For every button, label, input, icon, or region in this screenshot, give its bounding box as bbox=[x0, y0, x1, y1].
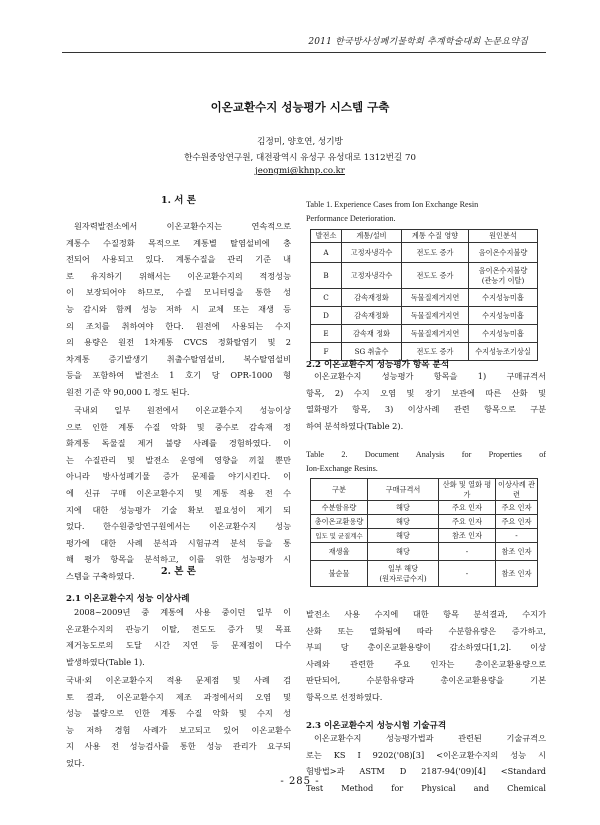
text-line: 발전소 사용 수지에 대한 항목 분석결과, 수지가 bbox=[306, 609, 546, 619]
table-row bbox=[311, 561, 538, 587]
text-line: 계통수 수질정화 목적으로 계통별 탈염설비에 충 bbox=[66, 237, 291, 248]
text-line: 차계통 증기발생기 취출수탈염설비, 복수탈염설비 bbox=[66, 353, 291, 364]
text-line: 산화 또는 열화됨에 따라 수분함유량은 증가하고, bbox=[306, 625, 546, 636]
table2-header: 산화 및 열화 평가 bbox=[439, 479, 496, 501]
text-line: 온교환수지의 관능기 이탈, 전도도 증가 및 목표 bbox=[66, 623, 291, 634]
text-line: 토 결과, 이온교환수지 제조 과정에서의 오염 및 bbox=[66, 691, 291, 702]
table-cell: 감속재정화 bbox=[342, 289, 402, 307]
text-line: 이온교환수지 성능평가 항목을 1) 구매규격서 bbox=[314, 371, 546, 381]
text-line: 지에 대한 성능평가 기술 확보 필요성이 제기 되 bbox=[66, 504, 291, 515]
table2-caption bbox=[306, 448, 546, 476]
text-line: 등을 포함하여 발전소 1 호기 당 OPR-1000 형 bbox=[66, 370, 291, 381]
table-cell: 수지성능미흡 bbox=[469, 307, 538, 325]
table-cell: 참조 인자 bbox=[496, 543, 538, 561]
table-cell: 불순물 bbox=[311, 561, 368, 587]
subsection-heading-2-3: 2.3 이온교환수지 성능시험 기술규격 bbox=[306, 721, 447, 731]
table-cell: - bbox=[496, 529, 538, 543]
table-cell: 수지성능조기상실 bbox=[469, 343, 538, 361]
table-row bbox=[311, 543, 538, 561]
section-heading-intro: 1. 서 론 bbox=[161, 195, 196, 206]
text-line: 었다. 한수원중앙연구원에서는 이온교환수지 성능 bbox=[66, 521, 291, 532]
text-line: 원자력발전소에서 이온교환수지는 연속적으로 bbox=[74, 221, 291, 231]
table-cell: 주요 인자 bbox=[496, 515, 538, 529]
text-line: 능 저하 경험 사례가 보고되고 있어 이온교환수 bbox=[66, 724, 291, 735]
text-line: 사례와 관련한 주요 인자는 총이온교환용량으로 bbox=[306, 658, 546, 669]
table-cell: 고정자냉각수 bbox=[342, 263, 402, 289]
table-cell: A bbox=[311, 243, 342, 263]
affiliation: 한수원중앙연구원, 대전광역시 유성구 유성대로 1312번길 70 bbox=[184, 153, 416, 163]
table-cell: 전도도 증가 bbox=[402, 263, 469, 289]
text-line: 의 조치를 취하여야 한다. 원전에 사용되는 수지 bbox=[66, 320, 291, 331]
text-line: 능 감시와 함께 성능 저하 시 교체 또는 재생 등 bbox=[66, 304, 291, 314]
text-line: 항목, 2) 수지 오염 및 장기 보관에 따른 산화 및 bbox=[306, 387, 546, 398]
table1 bbox=[310, 229, 538, 361]
table-cell: 참조 인자 bbox=[496, 561, 538, 587]
text-line: 에 신규 구매 이온교환수지 및 계통 적용 전 수 bbox=[66, 488, 291, 498]
table-cell-line: 일부 해당 bbox=[387, 563, 419, 573]
table1-caption-line: Performance Deterioration. bbox=[306, 214, 396, 223]
table-row bbox=[311, 515, 538, 529]
table-row bbox=[311, 325, 538, 343]
table2-header: 이상사례 관련 bbox=[496, 479, 538, 501]
left-column bbox=[66, 192, 291, 768]
table-row bbox=[311, 243, 538, 263]
table-cell: 수지성능미흡 bbox=[469, 289, 538, 307]
table-cell bbox=[368, 561, 439, 587]
table-cell: C bbox=[311, 289, 342, 307]
text-line: 2008~2009년 중 계통에 사용 중이던 일부 이 bbox=[74, 607, 291, 617]
text-line: Test Method for Physical and Chemical bbox=[306, 782, 546, 793]
text-line: 판단되어, 수분함유량과 총이온교환용량을 기본 bbox=[306, 675, 546, 686]
table-cell: 독물질제거지연 bbox=[402, 307, 469, 325]
text-line: 로는 KS I 9202('08)[3] <이온교환수지의 성능 시 bbox=[306, 749, 546, 760]
table-row bbox=[311, 289, 538, 307]
text-line: 화계통 독물질 제거 불량 사례를 경험하였다. 이 bbox=[66, 438, 291, 449]
text-line: 국내외 일부 원전에서 이온교환수지 성능이상 bbox=[74, 405, 291, 415]
text-line: 전되어 사용되고 있다. 계통수질을 관리 기준 내 bbox=[66, 254, 291, 265]
text-line: 는 수질관리 및 발전소 운영에 영향을 끼칠 뿐만 bbox=[66, 454, 291, 465]
page-number: - 285 - bbox=[280, 776, 320, 787]
table1-header: 원인분석 bbox=[469, 230, 538, 243]
table-cell: 고정자냉각수 bbox=[342, 243, 402, 263]
table-cell: 수분함유량 bbox=[311, 501, 368, 515]
table-cell: - bbox=[439, 561, 496, 587]
table-row bbox=[311, 307, 538, 325]
table-cell: 참조 인자 bbox=[439, 529, 496, 543]
table-cell: 총이온교환용량 bbox=[311, 515, 368, 529]
text-line: 항목으로 선정하였다. bbox=[306, 692, 383, 702]
text-line: 었다. bbox=[66, 758, 85, 768]
text-line: 평가에 대한 사례 분석과 시험규격 분석 등을 통 bbox=[66, 537, 291, 548]
table-cell-line: (원자로급수지) bbox=[379, 573, 427, 583]
table2-header: 구분 bbox=[311, 479, 368, 501]
table-cell: 주요 인자 bbox=[496, 501, 538, 515]
table-cell: 감속재 정화 bbox=[342, 325, 402, 343]
table-cell: 음이온수지불량 bbox=[469, 243, 538, 263]
text-line: 부피 당 총이온교환용량이 감소하였다[1,2]. 이상 bbox=[306, 642, 546, 653]
table-cell: 입도 및 균질계수 bbox=[311, 529, 368, 543]
text-line: 성능 불량으로 인한 계통 수질 악화 및 수지 성 bbox=[66, 708, 291, 719]
email-link[interactable]: jeongmi@khnp.co.kr bbox=[255, 166, 345, 176]
table-cell bbox=[469, 263, 538, 289]
text-line: 로 유지하기 위해서는 이온교환수지의 적정성능 bbox=[66, 270, 291, 281]
table-cell: - bbox=[439, 543, 496, 561]
table-cell: 주요 인자 bbox=[439, 515, 496, 529]
table1-header: 발전소 bbox=[311, 230, 342, 243]
text-line: 발생하였다(Table 1). bbox=[66, 656, 145, 667]
table-cell: 전도도 증가 bbox=[402, 343, 469, 361]
paper-title: 이온교환수지 성능평가 시스템 구축 bbox=[210, 100, 390, 114]
table-cell: D bbox=[311, 307, 342, 325]
table2 bbox=[310, 478, 538, 587]
table2-caption-line: Ion-Exchange Resins. bbox=[306, 464, 378, 473]
table-cell: 독물질제거지연 bbox=[402, 289, 469, 307]
table-cell: 해당 bbox=[368, 515, 439, 529]
table2-header: 구매규격서 bbox=[368, 479, 439, 501]
running-header: 2011 한국방사성폐기물학회 추계학술대회 논문요약집 bbox=[308, 37, 528, 47]
header-rule bbox=[62, 52, 546, 53]
table-cell-line: 음이온수지불량 bbox=[478, 265, 528, 275]
text-line: 이온교환수지 성능평가법과 관련된 기술규격으 bbox=[314, 733, 546, 743]
table-cell: 수지성능미흡 bbox=[469, 325, 538, 343]
text-line: 열화평가 항목, 3) 이상사례 관련 항목으로 구분 bbox=[306, 404, 546, 415]
table1-caption bbox=[306, 198, 546, 226]
text-line: 의 용량은 원전 1차계통 CVCS 정화탈염기 및 2 bbox=[66, 337, 291, 348]
text-line: 으로 인한 계통 수질 악화 및 중수로 감속재 정 bbox=[66, 421, 291, 432]
table-cell: 전도도 증가 bbox=[402, 243, 469, 263]
text-line: 원전 기준 약 90,000 L 정도 된다. bbox=[66, 387, 190, 397]
table-cell: 재생율 bbox=[311, 543, 368, 561]
table-cell: 주요 인자 bbox=[439, 501, 496, 515]
section-heading-main: 2. 본 론 bbox=[161, 566, 196, 577]
authors: 김정미, 양호연, 성기방 bbox=[257, 137, 343, 147]
table1-header: 계통/설비 bbox=[342, 230, 402, 243]
text-line: 제거농도로의 도달 시간 지연 등 문제점이 다수 bbox=[66, 640, 291, 651]
text-line: 아니라 방사성폐기물 증가 문제를 야기시킨다. 이 bbox=[66, 471, 291, 482]
subsection-heading-2-2: 2.2 이온교환수지 성능평가 항목 분석 bbox=[306, 360, 450, 370]
table-cell: 해당 bbox=[368, 543, 439, 561]
table-row bbox=[311, 529, 538, 543]
subsection-heading-2-1: 2.1 이온교환수지 성능 이상사례 bbox=[66, 594, 190, 604]
table1-header: 계통 수질 영향 bbox=[402, 230, 469, 243]
table-cell: 감속재정화 bbox=[342, 307, 402, 325]
text-line: 스템을 구축하였다. bbox=[66, 571, 135, 581]
table-cell: E bbox=[311, 325, 342, 343]
table-cell: SG 취출수 bbox=[342, 343, 402, 361]
text-line: 지 사용 전 성능검사를 통한 성능 관리가 요구되 bbox=[66, 741, 291, 752]
right-column bbox=[306, 192, 546, 793]
table-row bbox=[311, 263, 538, 289]
table1-caption-line: Table 1. Experience Cases from Ion Exchange Resin bbox=[306, 200, 479, 209]
text-line: 국내·외 이온교환수지 적용 문제점 및 사례 검 bbox=[66, 675, 291, 685]
text-line: 이 보장되어야 하므로, 수질 모니터링을 통한 성 bbox=[66, 287, 291, 298]
table2-caption-line: Table 2. Document Analysis for Properties of bbox=[306, 450, 546, 459]
text-line: 해 평가 항목을 분석하고, 이를 위한 성능평가 시 bbox=[66, 554, 291, 565]
table-cell-line: (관능기 이탈) bbox=[481, 275, 525, 285]
text-line: 하여 분석하였다(Table 2). bbox=[306, 420, 404, 431]
table-cell: 독물질제거지연 bbox=[402, 325, 469, 343]
table-cell: 해당 bbox=[368, 501, 439, 515]
text-line: 험방법>과 ASTM D 2187-94('09)[4] <Standard bbox=[306, 766, 546, 777]
table-cell: F bbox=[311, 343, 342, 361]
table-cell: B bbox=[311, 263, 342, 289]
table-cell: 해당 bbox=[368, 529, 439, 543]
table-row bbox=[311, 501, 538, 515]
